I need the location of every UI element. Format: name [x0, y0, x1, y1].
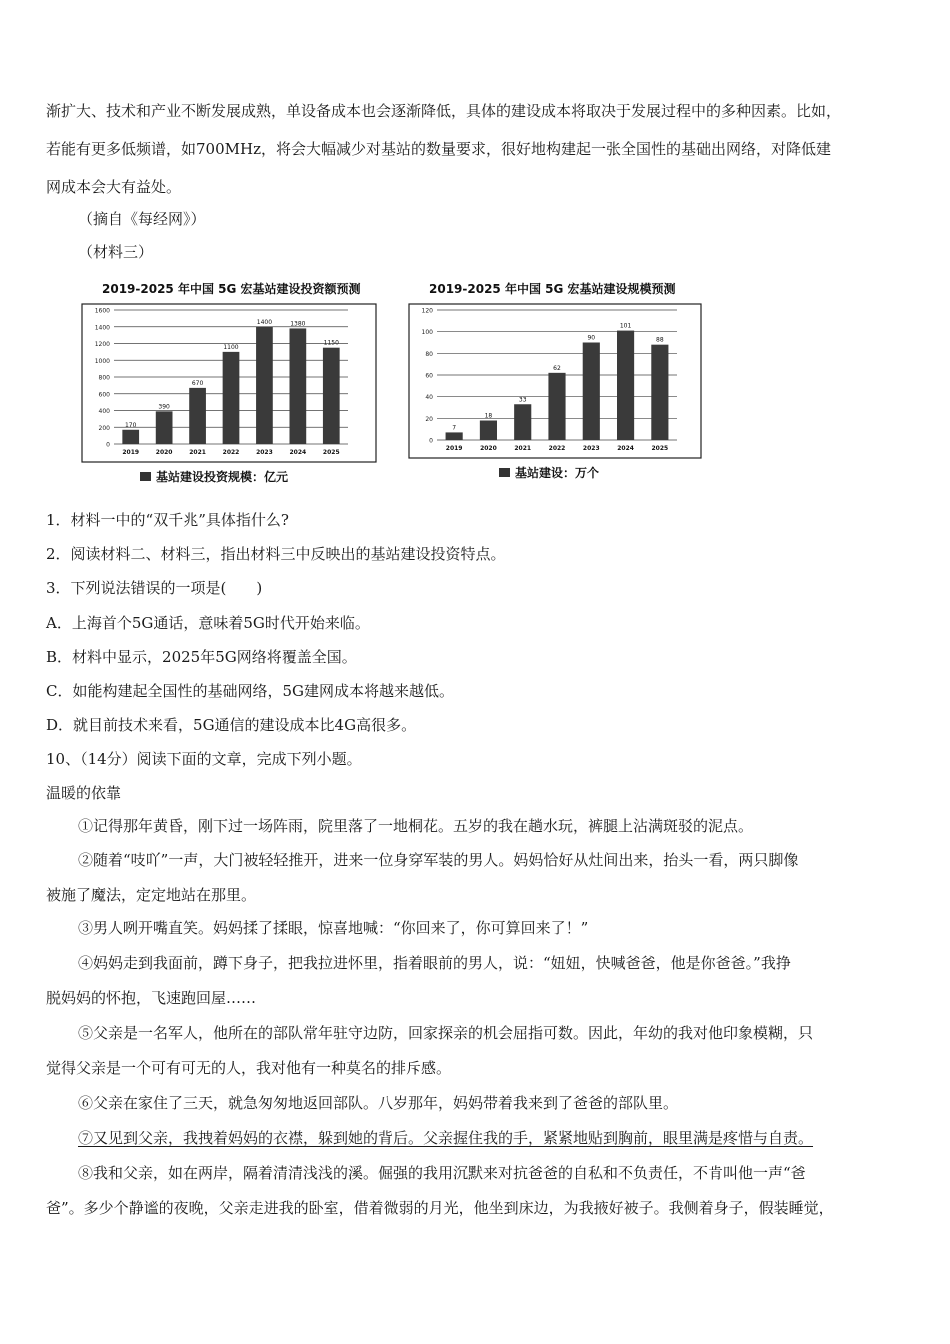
source-citation: （摘自《每经网》） — [78, 210, 206, 228]
bar-value-label: 1150 — [323, 339, 339, 347]
bar-value-label: 62 — [553, 364, 561, 372]
material2-line-3: 网成本会大有益处。 — [46, 178, 182, 196]
paragraph-4-line-1: ④妈妈走到我面前，蹲下身子，把我拉进怀里，指着眼前的男人，说：“妞妞，快喊爸爸，他是你爸爸。”我挣 — [78, 954, 791, 972]
paragraph-1: ①记得那年黄昏，刚下过一场阵雨，院里落了一地桐花。五岁的我在趟水玩，裤腿上沾满斑驳的泥点。 — [78, 817, 754, 835]
article-title: 温暖的依靠 — [46, 784, 122, 802]
y-tick-label: 1000 — [94, 357, 110, 365]
investment-chart-legend — [140, 468, 288, 485]
bar-2021 — [189, 388, 206, 444]
bar-value-label: 670 — [191, 379, 204, 387]
bar-2022 — [548, 373, 565, 440]
bar-2021 — [514, 404, 531, 440]
paragraph-8-line-2: 爸”。多少个静谧的夜晚，父亲走进我的卧室，借着微弱的月光，他坐到床边，为我掖好被子。我侧着身子，假装睡觉， — [46, 1199, 834, 1217]
option-b: B．材料中显示，2025年5G网络将覆盖全国。 — [46, 648, 357, 666]
x-tick-label: 2020 — [155, 449, 173, 456]
bar-value-label: 1380 — [290, 320, 306, 328]
station-scale-chart-legend — [499, 464, 599, 481]
paragraph-2-line-1: ②随着“吱吖”一声，大门被轻轻推开，进来一位身穿军装的男人。妈妈恰好从灶间出来，抬头一看，两只脚像 — [78, 851, 799, 869]
y-tick-label: 1400 — [94, 324, 110, 332]
x-tick-label: 2024 — [289, 449, 307, 456]
bar-value-label: 90 — [587, 334, 596, 342]
x-tick-label: 2023 — [582, 445, 600, 452]
y-tick-label: 100 — [421, 329, 433, 337]
paragraph-7-underlined: ⑦又见到父亲，我拽着妈妈的衣襟，躲到她的背后。父亲握住我的手，紧紧地贴到胸前，眼里满是疼惜与自责。 — [78, 1129, 814, 1147]
y-tick-label: 800 — [98, 374, 110, 382]
bar-2024 — [290, 328, 307, 444]
bar-2023 — [256, 327, 273, 444]
bar-2025 — [651, 345, 668, 440]
x-tick-label: 2019 — [445, 445, 463, 452]
x-tick-label: 2025 — [651, 445, 669, 452]
y-tick-label: 80 — [425, 350, 433, 358]
y-tick-label: 60 — [425, 372, 433, 380]
question-3: 3．下列说法错误的一项是( ) — [46, 579, 263, 597]
paragraph-5-line-2: 觉得父亲是一个可有可无的人，我对他有一种莫名的排斥感。 — [46, 1059, 452, 1077]
option-c: C．如能构建起全国性的基础网络，5G建网成本将越来越低。 — [46, 682, 455, 700]
section-10-heading: 10、（14分）阅读下面的文章，完成下列小题。 — [46, 750, 362, 768]
x-tick-label: 2020 — [480, 445, 497, 452]
y-tick-label: 0 — [429, 437, 433, 445]
option-a: A．上海首个5G通话，意味着5G时代开始来临。 — [46, 614, 370, 632]
y-tick-label: 20 — [425, 415, 433, 423]
x-tick-label: 2024 — [617, 445, 634, 452]
legend-swatch — [140, 472, 151, 481]
investment-chart-plot — [80, 300, 380, 470]
bar-value-label: 18 — [484, 412, 493, 420]
bar-2019 — [446, 432, 463, 440]
option-d: D．就目前技术来看，5G通信的建设成本比4G高很多。 — [46, 716, 417, 734]
investment-chart — [80, 276, 380, 488]
bar-value-label: 1400 — [256, 318, 273, 326]
x-tick-label: 2023 — [256, 449, 273, 456]
paragraph-2-line-2: 被施了魔法，定定地站在那里。 — [46, 886, 257, 904]
investment-chart-title: 2019-2025 年中国 5G 宏基站建设投资额预测 — [102, 282, 361, 296]
y-tick-label: 1600 — [94, 307, 110, 315]
bar-2020 — [156, 411, 173, 444]
station-scale-chart-legend-label: 基站建设：万个 — [515, 466, 600, 480]
material2-line-1: 渐扩大、技术和产业不断发展成熟，单设备成本也会逐渐降低，具体的建设成本将取决于发展过程中的多种因素。比如， — [46, 102, 842, 120]
bar-2023 — [583, 343, 600, 441]
x-tick-label: 2021 — [514, 445, 532, 452]
x-tick-label: 2019 — [122, 449, 140, 456]
bar-value-label: 33 — [518, 396, 527, 404]
paragraph-5-line-1: ⑤父亲是一名军人，他所在的部队常年驻守边防，回家探亲的机会屈指可数。因此，年幼的我对他印象模糊，只 — [78, 1024, 814, 1042]
question-1: 1．材料一中的“双千兆”具体指什么? — [46, 511, 289, 529]
x-tick-label: 2025 — [322, 449, 340, 456]
legend-swatch — [499, 468, 510, 477]
y-tick-label: 600 — [98, 391, 110, 399]
bar-2024 — [617, 331, 634, 440]
y-tick-label: 40 — [425, 394, 433, 402]
paragraph-6: ⑥父亲在家住了三天，就急匆匆地返回部队。八岁那年，妈妈带着我来到了爸爸的部队里。 — [78, 1094, 679, 1112]
bar-2019 — [122, 430, 139, 444]
bar-value-label: 101 — [619, 322, 632, 330]
bar-value-label: 1100 — [223, 343, 239, 351]
bar-value-label: 7 — [452, 424, 457, 432]
x-tick-label: 2022 — [222, 449, 240, 456]
station-scale-chart-plot — [407, 300, 707, 470]
paragraph-8-line-1: ⑧我和父亲，如在两岸，隔着清清浅浅的溪。倔强的我用沉默来对抗爸爸的自私和不负责任，不肯叫他一声“爸 — [78, 1164, 806, 1182]
bar-value-label: 170 — [124, 421, 137, 429]
investment-chart-legend-label: 基站建设投资规模：亿元 — [156, 470, 289, 484]
paragraph-4-line-2: 脱妈妈的怀抱，飞速跑回屋…… — [46, 989, 257, 1007]
question-2: 2．阅读材料二、材料三，指出材料三中反映出的基站建设投资特点。 — [46, 545, 506, 563]
bar-2025 — [323, 348, 340, 444]
x-tick-label: 2022 — [548, 445, 566, 452]
y-tick-label: 0 — [106, 441, 110, 449]
paragraph-3: ③男人咧开嘴直笑。妈妈揉了揉眼，惊喜地喊：“你回来了，你可算回来了！” — [78, 919, 589, 937]
x-tick-label: 2021 — [189, 449, 206, 456]
bar-value-label: 390 — [158, 403, 170, 411]
y-tick-label: 200 — [98, 424, 110, 432]
bar-2022 — [223, 352, 240, 444]
station-scale-chart — [407, 276, 707, 488]
station-scale-chart-title: 2019-2025 年中国 5G 宏基站建设规模预测 — [429, 282, 676, 296]
y-tick-label: 400 — [98, 408, 110, 415]
bar-value-label: 88 — [656, 336, 664, 344]
material2-line-2: 若能有更多低频谱，如700MHz，将会大幅减少对基站的数量要求，很好地构建起一张全国性的基础出网络，对降低建 — [46, 140, 831, 158]
y-tick-label: 120 — [421, 307, 433, 315]
material3-label: （材料三） — [78, 243, 154, 261]
bar-2020 — [480, 421, 497, 441]
y-tick-label: 1200 — [94, 341, 110, 348]
